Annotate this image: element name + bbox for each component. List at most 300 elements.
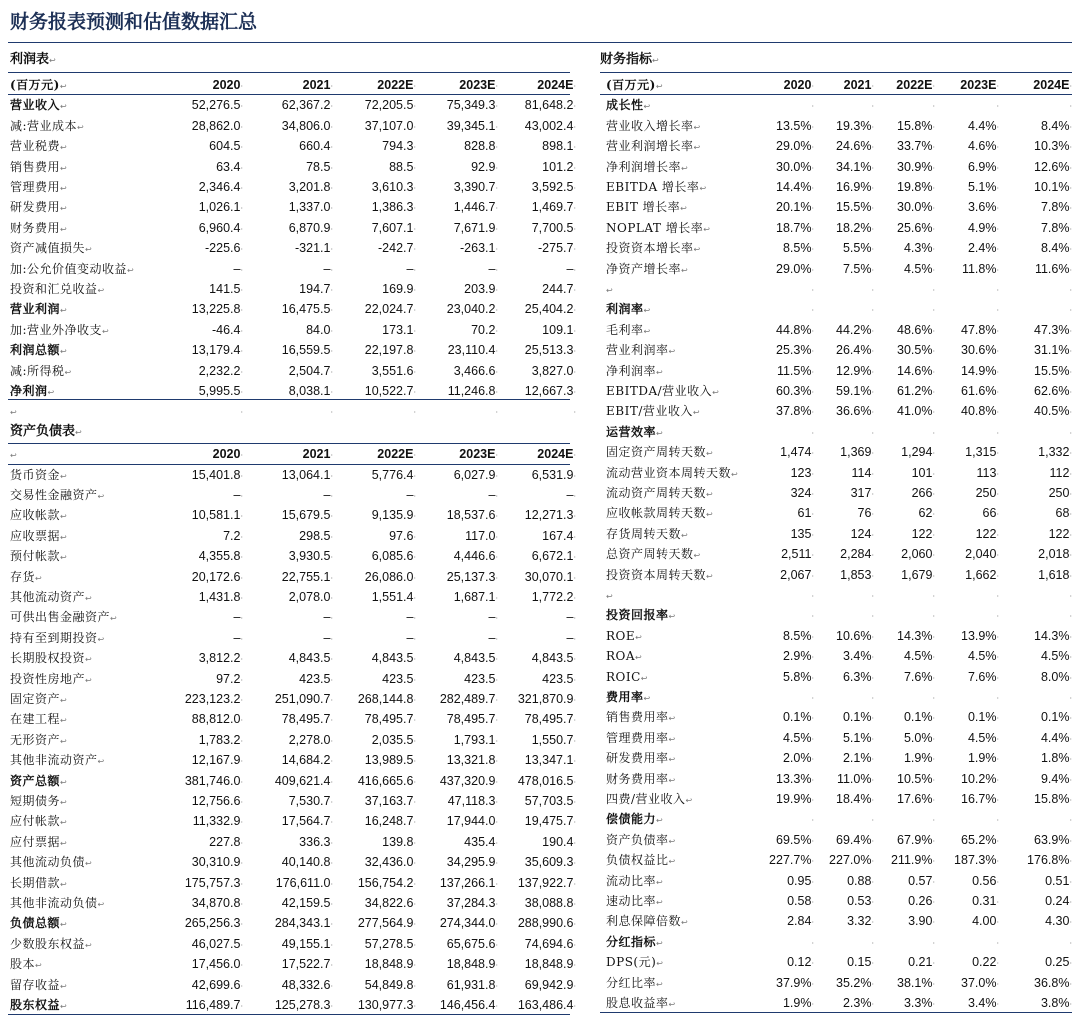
- indicator-row-cell-text-0: 30.0%: [776, 159, 812, 174]
- cell-mark-icon: ·: [573, 102, 576, 112]
- income-header-row-cell-text-3: 2023E: [459, 78, 496, 92]
- income-row-cell-text-4: 3,827.0: [531, 363, 574, 378]
- income-row-cell-text-1: -321.1: [295, 241, 331, 256]
- cell-mark-icon: ·: [495, 163, 498, 173]
- cell-mark-icon: ·: [573, 777, 576, 787]
- cell-mark-icon: ·: [330, 286, 333, 295]
- cell-mark-icon: ·: [240, 204, 243, 214]
- return-mark-icon: ↩: [668, 347, 676, 357]
- cell-mark-icon: ·: [996, 979, 999, 989]
- return-mark-icon: ↩: [60, 1002, 67, 1011]
- return-mark-icon: ↩: [97, 900, 105, 909]
- balance-row-cell-text-3: –: [488, 630, 496, 645]
- indicator-row-cell-text-4: 1,332: [1038, 445, 1070, 460]
- balance-row-cell-text-4: 478,016.5: [517, 773, 574, 788]
- indicator-row-cell-text-1: 0.53: [847, 894, 872, 908]
- indicator-row: [0, 238, 1080, 258]
- cell-mark-icon: ·: [811, 877, 814, 887]
- cell-mark-icon: ·: [330, 224, 333, 234]
- income-row-cell-text-4: 81,648.2: [524, 98, 574, 113]
- indicator-group-row-cell-4: [982, 809, 1072, 831]
- indicator-row: [0, 850, 1080, 870]
- cell-mark-icon: ·: [811, 143, 814, 153]
- indicators-header-row-cell-text-1: 2021: [843, 78, 872, 92]
- cell-mark-icon: ·: [573, 675, 576, 685]
- indicator-group-row-cell-4: [982, 299, 1072, 321]
- balance-row-label-text: 应付票据: [10, 834, 61, 849]
- balance-row-cell-text-1: 423.5: [299, 671, 331, 686]
- cell-mark-icon: ·: [996, 938, 999, 948]
- indicator-group-row: [0, 809, 1080, 829]
- balance-row-label-text: 负债总额: [10, 916, 61, 931]
- balance-row-cell-text-2: 2,035.5: [371, 732, 414, 747]
- income-row-cell-text-1: 2,504.7: [288, 363, 331, 378]
- cell-mark-icon: ·: [996, 143, 999, 153]
- balance-row-cell-text-1: –: [323, 488, 331, 502]
- return-mark-icon: ↩: [10, 408, 17, 418]
- indicator-row-cell-4: [982, 218, 1072, 240]
- indicator-row-label-text: 总资产周转天数: [606, 547, 694, 562]
- return-mark-icon: ↩: [656, 938, 663, 948]
- indicators-header-row-cell-text-4: 2024E: [1033, 78, 1070, 92]
- cell-mark-icon: ·: [811, 510, 814, 520]
- indicator-row-cell-text-4: 10.3%: [1034, 139, 1070, 154]
- indicator-row-cell-4: [982, 789, 1072, 811]
- cell-mark-icon: ·: [932, 918, 935, 928]
- cell-mark-icon: ·: [811, 653, 814, 663]
- indicator-row-cell-text-4: 112: [1049, 465, 1070, 480]
- cell-mark-icon: ·: [413, 347, 416, 357]
- indicator-row-cell-text-3: 0.56: [972, 873, 997, 888]
- cell-mark-icon: ·: [996, 449, 999, 459]
- cell-mark-icon: ·: [573, 306, 576, 316]
- balance-row-cell-text-3: –: [488, 610, 496, 625]
- cell-mark-icon: ·: [573, 757, 576, 767]
- cell-mark-icon: ·: [871, 734, 874, 744]
- cell-mark-icon: ·: [871, 224, 874, 234]
- income-row-cell-text-0: 141.5: [209, 282, 241, 296]
- cell-mark-icon: ·: [871, 694, 874, 703]
- indicator-row-cell-4: [982, 891, 1072, 913]
- cell-mark-icon: ·: [573, 818, 576, 828]
- cell-mark-icon: ·: [871, 898, 874, 907]
- income-header-row-cell-text-2: 2022E: [377, 78, 414, 92]
- cell-mark-icon: ·: [495, 306, 498, 316]
- income-row-label-text: 营业收入: [10, 98, 61, 113]
- indicator-row-cell-text-3: 4.9%: [967, 220, 997, 235]
- indicator-row-cell-text-3: 0.1%: [967, 710, 997, 725]
- cell-mark-icon: ·: [1069, 326, 1072, 336]
- indicator-row-cell-text-0: 69.5%: [776, 832, 812, 847]
- balance-row-cell-text-3: 1,687.1: [453, 590, 496, 604]
- balance-row-cell-text-0: 1,431.8: [198, 590, 241, 604]
- cell-mark-icon: ·: [573, 900, 576, 909]
- indicator-row: [0, 503, 1080, 523]
- cell-mark-icon: ·: [240, 838, 243, 848]
- cell-mark-icon: ·: [871, 857, 874, 867]
- indicator-row: [0, 544, 1080, 564]
- balance-sheet-title-text: 资产负债表: [10, 423, 76, 439]
- indicator-row-cell-text-0: 13.5%: [776, 118, 812, 133]
- balance-row-label-text: 交易性金融资产: [10, 488, 98, 502]
- indicator-row: [0, 442, 1080, 462]
- cell-mark-icon: ·: [1069, 775, 1072, 785]
- cell-mark-icon: ·: [932, 347, 935, 357]
- balance-row-cell-text-4: 1,772.2: [531, 590, 574, 604]
- balance-row-label-text: 长期借款: [10, 875, 61, 890]
- return-mark-icon: ↩: [668, 836, 676, 846]
- balance-row-cell-text-1: 40,140.8: [281, 855, 331, 870]
- return-mark-icon: ↩: [693, 122, 701, 132]
- return-mark-icon: ↩: [60, 143, 67, 153]
- indicator-row: [0, 483, 1080, 503]
- cell-mark-icon: ·: [811, 714, 814, 724]
- income-row-cell-text-3: 70.2: [471, 322, 496, 337]
- cell-mark-icon: ·: [811, 224, 814, 234]
- cell-mark-icon: ·: [871, 1000, 874, 1009]
- indicator-row-label-text: 利息保障倍数: [606, 914, 682, 929]
- cell-mark-icon: ·: [811, 184, 814, 193]
- cell-mark-icon: ·: [495, 122, 498, 132]
- balance-row-label-text: 留存收益: [10, 977, 61, 992]
- cell-mark-icon: ·: [240, 163, 243, 173]
- indicator-row: [0, 646, 1080, 666]
- cell-mark-icon: ·: [871, 82, 874, 91]
- cell-mark-icon: ·: [413, 224, 416, 234]
- cell-mark-icon: ·: [495, 614, 498, 624]
- balance-row-cell-text-2: –: [406, 488, 414, 502]
- cell-mark-icon: ·: [240, 471, 243, 481]
- cell-mark-icon: ·: [996, 82, 999, 91]
- indicator-row-label-text: 四费/营业收入: [606, 792, 686, 806]
- balance-header-row-cell-text-0: 2020: [212, 447, 241, 462]
- indicator-row-cell-4: [982, 728, 1072, 750]
- cell-mark-icon: ·: [413, 777, 416, 787]
- indicator-row-cell-4: [982, 442, 1072, 464]
- indicator-row-cell-4: [982, 483, 1072, 505]
- indicator-row-label-text: DPS(元): [606, 955, 657, 970]
- cell-mark-icon: ·: [495, 265, 498, 275]
- indicator-row-cell-text-3: 1,662: [965, 567, 997, 582]
- income-row-cell-text-2: 1,386.3: [371, 200, 414, 215]
- cell-mark-icon: ·: [573, 798, 576, 807]
- cell-mark-icon: ·: [573, 286, 576, 295]
- cell-mark-icon: ·: [495, 326, 498, 336]
- income-top-rule: [8, 72, 570, 73]
- cell-mark-icon: ·: [871, 632, 874, 642]
- indicator-row-cell-text-2: 17.6%: [897, 792, 933, 806]
- balance-row-label-text: 应收帐款: [10, 508, 61, 523]
- balance-row-cell-text-1: 48,332.6: [281, 977, 331, 992]
- return-mark-icon: ↩: [85, 675, 92, 685]
- cell-mark-icon: ·: [240, 736, 243, 746]
- cell-mark-icon: ·: [495, 859, 498, 869]
- indicator-row-cell-text-4: 15.5%: [1034, 363, 1070, 378]
- indicator-row-cell-text-1: 11.0%: [836, 771, 872, 786]
- indicator-row-cell-text-1: 1,853: [840, 567, 872, 582]
- indicator-row-cell-text-2: 30.9%: [897, 159, 933, 174]
- cell-mark-icon: ·: [573, 961, 576, 971]
- balance-row-cell-text-2: 423.5: [382, 671, 414, 686]
- cell-mark-icon: ·: [495, 757, 498, 767]
- indicator-row-cell-4: [982, 850, 1072, 872]
- income-row-cell-text-4: 7,700.5: [531, 220, 574, 235]
- cell-mark-icon: ·: [811, 673, 814, 683]
- cell-mark-icon: ·: [330, 245, 333, 255]
- cell-mark-icon: ·: [413, 1002, 416, 1011]
- balance-row-cell-text-3: 282,489.7: [439, 692, 496, 706]
- income-row-cell-text-3: 92.9: [471, 159, 496, 174]
- cell-mark-icon: ·: [495, 981, 498, 991]
- balance-row-cell-text-1: 78,495.7: [281, 712, 331, 727]
- cell-mark-icon: ·: [240, 1002, 243, 1011]
- balance-row-cell-text-1: 176,611.0: [275, 875, 331, 890]
- cell-mark-icon: ·: [240, 859, 243, 869]
- return-mark-icon: ↩: [110, 614, 117, 624]
- indicator-row-cell-text-0: 2,067: [780, 567, 812, 582]
- income-row-cell-text-2: 22,024.7: [364, 302, 414, 317]
- indicator-row-cell-text-2: 122: [911, 526, 933, 541]
- balance-row-cell-text-4: 137,922.7: [517, 875, 574, 890]
- cell-mark-icon: ·: [573, 143, 576, 153]
- cell-mark-icon: ·: [330, 696, 333, 705]
- return-mark-icon: ↩: [643, 102, 651, 112]
- income-row-cell-text-3: -263.1: [460, 241, 496, 256]
- indicator-row-cell-text-3: 6.9%: [967, 159, 997, 174]
- cell-mark-icon: ·: [413, 451, 416, 461]
- indicator-row: [0, 340, 1080, 360]
- indicator-row: [0, 585, 1080, 605]
- indicator-row-cell-4: [982, 585, 1072, 607]
- return-mark-icon: ↩: [85, 245, 92, 255]
- indicator-row-cell-4: [982, 524, 1072, 546]
- indicator-row-cell-text-0: 135: [790, 526, 812, 541]
- indicator-row-cell-text-0: 60.3%: [776, 384, 812, 398]
- income-row-label-text: 减:营业成本: [10, 118, 78, 133]
- indicator-row-cell-text-2: 15.8%: [897, 118, 933, 133]
- cell-mark-icon: ·: [871, 449, 874, 459]
- cell-mark-icon: ·: [413, 553, 416, 563]
- balance-row-cell-text-3: 37,284.3: [446, 896, 496, 910]
- balance-row-cell-text-4: 38,088.8: [524, 896, 574, 910]
- indicator-row-cell-text-0: 29.0%: [776, 261, 812, 276]
- cell-mark-icon: ·: [871, 551, 874, 561]
- return-mark-icon: ↩: [656, 816, 663, 826]
- cell-mark-icon: ·: [996, 265, 999, 275]
- cell-mark-icon: ·: [413, 408, 416, 418]
- indicator-row-cell-4: [982, 340, 1072, 362]
- cell-mark-icon: ·: [811, 571, 814, 581]
- cell-mark-icon: ·: [413, 981, 416, 991]
- balance-row-label-text: 股东权益: [10, 998, 61, 1012]
- indicator-row-cell-text-2: 2,060: [901, 547, 933, 562]
- cell-mark-icon: ·: [1069, 714, 1072, 724]
- title-divider: [8, 42, 1072, 43]
- indicator-row-cell-text-3: 47.8%: [961, 322, 997, 337]
- indicator-row-cell-text-2: 19.8%: [897, 180, 933, 194]
- return-mark-icon: ↩: [60, 512, 67, 522]
- income-row-cell-text-0: 52,276.5: [191, 98, 241, 113]
- return-mark-icon: ↩: [60, 777, 67, 787]
- cell-mark-icon: ·: [996, 224, 999, 234]
- balance-row-cell-text-1: 17,522.7: [281, 957, 331, 972]
- indicator-row-cell-text-4: 11.6%: [1034, 261, 1070, 276]
- indicator-row: [0, 361, 1080, 381]
- balance-row-cell-text-2: 6,085.6: [371, 549, 414, 564]
- indicator-row-cell-text-1: 24.6%: [836, 139, 872, 154]
- return-mark-icon: ↩: [85, 594, 92, 603]
- indicator-row-cell-text-4: 176.8%: [1027, 853, 1070, 868]
- indicator-group-row-label-text: 运营效率: [606, 424, 657, 439]
- indicator-row-cell-text-3: 0.22: [972, 955, 997, 970]
- indicator-row-cell-text-0: 37.8%: [776, 404, 812, 419]
- return-mark-icon: ↩: [127, 265, 134, 275]
- cell-mark-icon: ·: [495, 716, 498, 726]
- indicator-row-cell-text-0: 2,511: [781, 547, 812, 562]
- cell-mark-icon: ·: [1069, 551, 1072, 561]
- income-row-cell-text-0: 13,225.8: [191, 302, 241, 317]
- return-mark-icon: ↩: [60, 879, 67, 889]
- cell-mark-icon: ·: [811, 469, 814, 479]
- indicator-row-label-text: 投资资本增长率: [606, 241, 694, 256]
- cell-mark-icon: ·: [996, 286, 999, 295]
- income-row-cell-text-4: 43,002.4: [524, 118, 574, 133]
- return-mark-icon: ↩: [60, 102, 67, 112]
- cell-mark-icon: ·: [871, 469, 874, 479]
- balance-row-cell-text-0: 227.8: [209, 834, 241, 849]
- cell-mark-icon: ·: [330, 184, 333, 193]
- balance-row-label-text: 投资性房地产: [10, 671, 86, 686]
- cell-mark-icon: ·: [413, 900, 416, 909]
- indicator-row: [0, 769, 1080, 789]
- balance-row-cell-text-2: 37,163.7: [364, 794, 414, 808]
- indicator-row-cell-4: [982, 116, 1072, 138]
- balance-row-cell-text-3: 4,446.6: [453, 549, 496, 564]
- indicators-bottom-rule: [600, 1012, 1072, 1013]
- cell-mark-icon: ·: [330, 940, 333, 950]
- return-mark-icon: ↩: [35, 573, 42, 583]
- indicator-row-cell-text-2: 3.90: [908, 914, 933, 929]
- return-mark-icon: ↩: [60, 798, 67, 807]
- balance-row-cell-text-2: 9,135.9: [371, 508, 414, 523]
- indicator-row-cell-text-4: 12.6%: [1034, 159, 1070, 174]
- return-mark-icon: ↩: [85, 859, 92, 869]
- indicator-row-cell-text-2: 33.7%: [897, 139, 933, 154]
- cell-mark-icon: ·: [495, 245, 498, 255]
- return-mark-icon: ↩: [102, 326, 109, 336]
- balance-row-cell-text-0: 97.2: [216, 671, 241, 686]
- indicator-row-label-text: 投资资本周转天数: [606, 567, 707, 582]
- indicator-row-cell-text-4: 3.8%: [1040, 996, 1070, 1010]
- balance-row-cell-text-2: 13,989.5: [364, 753, 414, 768]
- cell-mark-icon: ·: [330, 675, 333, 685]
- indicator-row: [0, 463, 1080, 483]
- cell-mark-icon: ·: [932, 367, 935, 377]
- cell-mark-icon: ·: [413, 122, 416, 132]
- return-mark-icon: ↩: [85, 655, 92, 665]
- balance-row-cell-text-2: 4,843.5: [371, 651, 414, 666]
- cell-mark-icon: ·: [1069, 388, 1072, 397]
- indicator-row-cell-text-4: 2,018: [1038, 547, 1070, 562]
- cell-mark-icon: ·: [996, 306, 999, 316]
- cell-mark-icon: ·: [996, 245, 999, 255]
- indicator-row-cell-4: [982, 748, 1072, 770]
- cell-mark-icon: ·: [240, 573, 243, 583]
- cell-mark-icon: ·: [413, 675, 416, 685]
- balance-row-label-text: 应付帐款: [10, 814, 61, 829]
- balance-row-cell-text-0: 12,756.6: [191, 794, 241, 808]
- indicator-row-label-text: 速动比率: [606, 894, 657, 908]
- cell-mark-icon: ·: [495, 961, 498, 971]
- cell-mark-icon: ·: [932, 469, 935, 479]
- cell-mark-icon: ·: [330, 532, 333, 542]
- indicator-row-cell-4: [982, 197, 1072, 219]
- cell-mark-icon: ·: [811, 388, 814, 397]
- cell-mark-icon: ·: [811, 204, 814, 214]
- indicator-row-label-text: 存货周转天数: [606, 526, 682, 541]
- cell-mark-icon: ·: [413, 818, 416, 828]
- cell-mark-icon: ·: [495, 143, 498, 153]
- indicator-row-cell-text-3: 37.0%: [961, 975, 997, 990]
- return-mark-icon: ↩: [60, 163, 67, 173]
- cell-mark-icon: ·: [932, 245, 935, 255]
- cell-mark-icon: ·: [811, 82, 814, 91]
- cell-mark-icon: ·: [573, 859, 576, 869]
- balance-row-cell-text-4: 74,694.6: [524, 936, 574, 951]
- balance-row-cell-text-0: –: [233, 630, 241, 645]
- cell-mark-icon: ·: [811, 694, 814, 703]
- balance-row-cell-text-1: 42,159.5: [281, 896, 331, 910]
- indicator-row: [0, 177, 1080, 197]
- indicator-row-cell-text-4: 8.4%: [1040, 241, 1070, 256]
- balance-row-cell-text-4: 69,942.9: [524, 977, 574, 992]
- indicator-row: [0, 871, 1080, 891]
- income-row-cell-text-2: 3,610.3: [371, 180, 414, 194]
- cell-mark-icon: ·: [811, 551, 814, 561]
- income-row-cell-text-3: 23,040.2: [446, 302, 496, 317]
- indicator-row: [0, 667, 1080, 687]
- income-row-cell-text-4: 898.1: [542, 139, 574, 154]
- indicator-row-cell-text-0: 1,474: [780, 445, 812, 460]
- balance-row-cell-text-3: 437,320.9: [439, 773, 496, 788]
- balance-row-cell-text-4: 30,070.1: [524, 569, 574, 584]
- indicator-row-cell-text-3: 1.9%: [967, 751, 997, 766]
- cell-mark-icon: ·: [811, 755, 814, 765]
- indicator-row-label-text: 流动资产周转天数: [606, 486, 707, 500]
- cell-mark-icon: ·: [495, 224, 498, 234]
- balance-row-cell-text-2: 277,564.9: [357, 916, 414, 931]
- balance-row-cell-text-2: 268,144.8: [357, 692, 414, 706]
- income-row-cell-text-0: 28,862.0: [191, 118, 241, 133]
- indicator-row-cell-text-2: 5.0%: [903, 730, 933, 745]
- return-mark-icon: ↩: [60, 553, 67, 563]
- balance-header-row-cell-text-2: 2022E: [377, 447, 414, 462]
- indicator-row-cell-4: [982, 911, 1072, 933]
- return-mark-icon: ↩: [10, 451, 17, 461]
- indicator-row: [0, 789, 1080, 809]
- return-mark-icon: ↩: [60, 736, 67, 746]
- return-mark-icon: ↩: [77, 122, 84, 132]
- income-row-label-text: 财务费用: [10, 220, 61, 235]
- cell-mark-icon: ·: [495, 367, 498, 377]
- indicator-row-cell-text-0: 2.9%: [782, 649, 812, 664]
- indicator-row-cell-text-0: 14.4%: [776, 180, 812, 194]
- indicator-row-cell-text-3: 11.8%: [961, 261, 997, 276]
- cell-mark-icon: ·: [811, 326, 814, 336]
- return-mark-icon: ↩: [685, 796, 693, 805]
- income-row-label-text: 资产减值损失: [10, 241, 86, 256]
- cell-mark-icon: ·: [811, 245, 814, 255]
